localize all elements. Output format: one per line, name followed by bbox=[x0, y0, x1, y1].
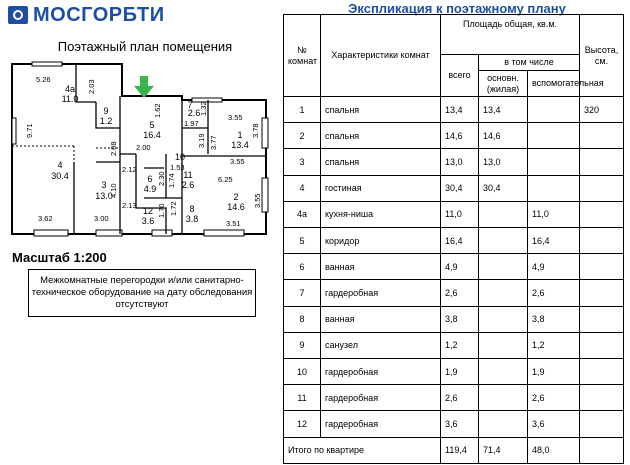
table-row: 4 гостиная 30,4 30,4 bbox=[284, 175, 624, 201]
header-aux: вспомогательная bbox=[528, 71, 580, 97]
svg-text:3.55: 3.55 bbox=[228, 113, 243, 122]
svg-text:3.8: 3.8 bbox=[185, 214, 199, 224]
svg-text:9.71: 9.71 bbox=[25, 123, 34, 138]
svg-text:4.9: 4.9 bbox=[143, 184, 157, 194]
table-row: 10 гардеробная 1,9 1,9 bbox=[284, 359, 624, 385]
svg-text:5: 5 bbox=[149, 120, 155, 130]
svg-text:13.4: 13.4 bbox=[231, 140, 249, 150]
table-row: 2 спальня 14,6 14,6 bbox=[284, 123, 624, 149]
total-height bbox=[580, 437, 624, 463]
svg-text:10: 10 bbox=[174, 152, 186, 162]
svg-text:1.70: 1.70 bbox=[157, 203, 166, 218]
svg-text:1.62: 1.62 bbox=[153, 103, 162, 118]
header-char: Характеристики комнат bbox=[321, 15, 441, 97]
svg-text:6.25: 6.25 bbox=[218, 175, 233, 184]
table-row: 11 гардеробная 2,6 2,6 bbox=[284, 385, 624, 411]
svg-text:3.6: 3.6 bbox=[141, 216, 155, 226]
svg-text:9: 9 bbox=[103, 106, 109, 116]
svg-text:11: 11 bbox=[183, 170, 193, 180]
explication-table bbox=[283, 14, 624, 464]
total-all: 119,4 bbox=[441, 437, 479, 463]
header-area-total: Площадь общая, кв.м. bbox=[441, 15, 580, 55]
svg-text:1: 1 bbox=[237, 130, 243, 140]
svg-text:2.30: 2.30 bbox=[157, 171, 166, 186]
svg-text:2.6: 2.6 bbox=[187, 108, 201, 118]
svg-text:1.97: 1.97 bbox=[184, 119, 199, 128]
header-all: всего bbox=[441, 55, 479, 97]
explication-title: Экспликация к поэтажному плану bbox=[348, 1, 566, 16]
green-arrow-down-icon bbox=[134, 76, 154, 98]
plan-title: Поэтажный план помещения bbox=[57, 39, 233, 54]
svg-text:3.62: 3.62 bbox=[38, 214, 53, 223]
header-num: № комнат bbox=[284, 15, 321, 97]
svg-text:2.12: 2.12 bbox=[122, 165, 137, 174]
plan-scale: Масштаб 1:200 bbox=[12, 250, 107, 265]
svg-text:6: 6 bbox=[147, 174, 153, 184]
floor-plan bbox=[4, 58, 280, 242]
svg-text:12: 12 bbox=[142, 206, 154, 216]
svg-text:2.13: 2.13 bbox=[122, 201, 137, 210]
table-row: 9 санузел 1,2 1,2 bbox=[284, 332, 624, 358]
svg-text:1.72: 1.72 bbox=[169, 201, 178, 216]
table-row: 4а кухня-ниша 11,0 11,0 bbox=[284, 201, 624, 227]
svg-text:3.77: 3.77 bbox=[209, 135, 218, 150]
bti-logo-icon bbox=[8, 6, 28, 24]
svg-text:2.08: 2.08 bbox=[109, 141, 118, 156]
svg-text:11.0: 11.0 bbox=[61, 94, 79, 104]
header-incl: в том числе bbox=[479, 55, 580, 71]
table-row: 8 ванная 3,8 3,8 bbox=[284, 306, 624, 332]
logo-text: МОСГОРБТИ bbox=[33, 3, 165, 26]
svg-text:2: 2 bbox=[233, 192, 239, 202]
total-main: 71,4 bbox=[479, 437, 528, 463]
header-main: основн. (жилая) bbox=[479, 71, 528, 97]
svg-text:4: 4 bbox=[57, 160, 63, 170]
table-row: 3 спальня 13,0 13,0 bbox=[284, 149, 624, 175]
svg-text:7: 7 bbox=[187, 100, 193, 110]
table-row: 7 гардеробная 2,6 2,6 bbox=[284, 280, 624, 306]
total-label: Итого по квартире bbox=[284, 437, 441, 463]
svg-text:2.00: 2.00 bbox=[136, 143, 151, 152]
svg-text:3.19: 3.19 bbox=[197, 133, 206, 148]
svg-text:3.78: 3.78 bbox=[251, 123, 260, 138]
table-row: 5 коридор 16,4 16,4 bbox=[284, 228, 624, 254]
svg-text:4а: 4а bbox=[64, 84, 76, 94]
table-row: 1 спальня 13,4 13,4 320 bbox=[284, 97, 624, 123]
svg-text:2.03: 2.03 bbox=[87, 79, 96, 94]
svg-text:16.4: 16.4 bbox=[143, 130, 161, 140]
table-row: 6 ванная 4,9 4,9 bbox=[284, 254, 624, 280]
bti-logo bbox=[8, 4, 178, 26]
svg-text:3.55: 3.55 bbox=[230, 157, 245, 166]
svg-text:1.32: 1.32 bbox=[199, 101, 208, 116]
svg-text:3: 3 bbox=[101, 180, 107, 190]
svg-text:3.00: 3.00 bbox=[94, 214, 109, 223]
svg-text:5.26: 5.26 bbox=[36, 75, 51, 84]
svg-text:4.10: 4.10 bbox=[109, 183, 118, 198]
total-aux: 48,0 bbox=[528, 437, 580, 463]
svg-text:13.0: 13.0 bbox=[95, 191, 113, 201]
svg-text:30.4: 30.4 bbox=[51, 171, 69, 181]
svg-text:3.55: 3.55 bbox=[253, 193, 262, 208]
svg-text:14.6: 14.6 bbox=[227, 202, 245, 212]
plan-note: Межкомнатные перегородки и/или санитарно-техническое оборудование на дату обследования отсутствуют bbox=[28, 269, 256, 317]
svg-text:8: 8 bbox=[189, 204, 195, 214]
table-row: 12 гардеробная 3,6 3,6 bbox=[284, 411, 624, 437]
svg-text:2.6: 2.6 bbox=[181, 180, 195, 190]
svg-text:1.2: 1.2 bbox=[99, 116, 113, 126]
svg-text:1.74: 1.74 bbox=[167, 173, 176, 188]
total-row bbox=[284, 437, 624, 463]
svg-text:1.53: 1.53 bbox=[170, 163, 185, 172]
svg-text:3.51: 3.51 bbox=[226, 219, 241, 228]
header-height: Высота, см. bbox=[580, 15, 624, 97]
